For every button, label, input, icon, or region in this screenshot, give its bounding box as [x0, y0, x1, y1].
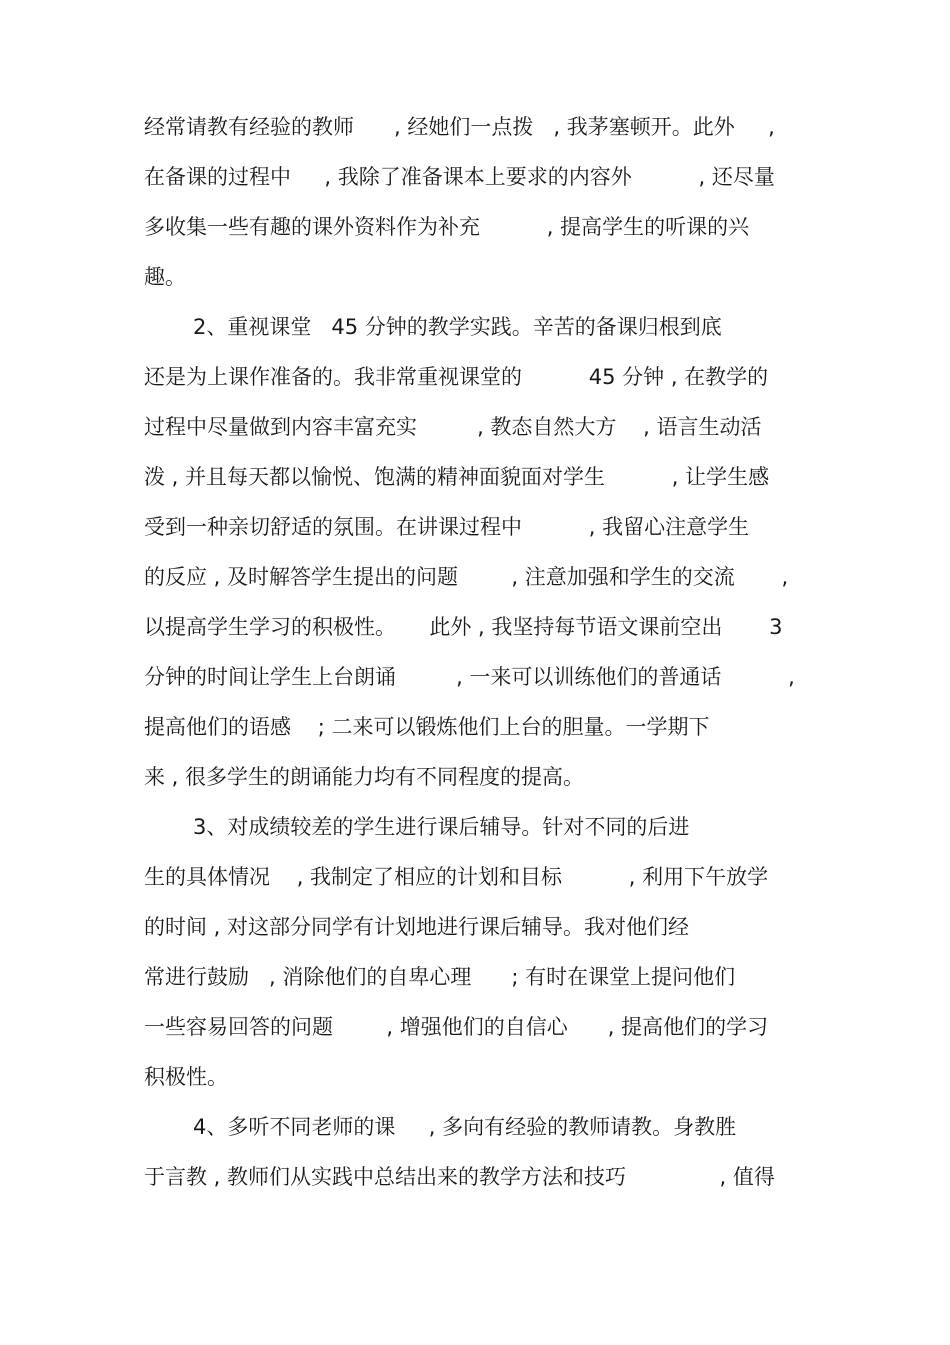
text-line-1: 经常请教有经验的教师 , 经她们一点拨 , 我茅塞顿开。此外 , — [144, 115, 775, 139]
text-line-12: 分钟的时间让学生上台朗诵 , 一来可以训练他们的普通话 , — [144, 665, 795, 689]
text-line-19: 一些容易回答的问题 , 增强他们的自信心 , 提高他们的学习 — [144, 1015, 769, 1039]
text-line-18: 常进行鼓励 , 消除他们的自卑心理 ; 有时在课堂上提问他们 — [144, 965, 736, 989]
text-line-14: 来 , 很多学生的朗诵能力均有不同程度的提高。 — [144, 765, 585, 789]
text-line-20: 积极性。 — [144, 1065, 228, 1089]
text-line-6: 还是为上课作准备的。我非常重视课堂的 45 分钟 , 在教学的 — [144, 365, 769, 389]
text-line-17: 的时间 , 对这部分同学有计划地进行课后辅导。我对他们经 — [144, 915, 690, 939]
text-line-22: 于言教 , 教师们从实践中总结出来的教学方法和技巧 , 值得 — [144, 1165, 775, 1189]
text-line-9: 受到一种亲切舒适的氛围。在讲课过程中 , 我留心注意学生 — [144, 515, 750, 539]
text-line-5: 2、重视课堂 45 分钟的教学实践。辛苦的备课归根到底 — [193, 315, 722, 339]
text-line-15: 3、对成绩较差的学生进行课后辅导。针对不同的后进 — [193, 815, 690, 839]
text-line-7: 过程中尽量做到内容丰富充实 , 教态自然大方 , 语言生动活 — [144, 415, 762, 439]
text-line-4: 趣。 — [144, 265, 186, 289]
text-line-11: 以提高学生学习的积极性。 此外 , 我坚持每节语文课前空出 3 — [144, 615, 783, 639]
text-line-8: 泼 , 并且每天都以愉悦、饱满的精神面貌面对学生 , 让学生感 — [144, 465, 770, 489]
text-line-16: 生的具体情况 , 我制定了相应的计划和目标 , 利用下午放学 — [144, 865, 769, 889]
text-line-2: 在备课的过程中 , 我除了准备课本上要求的内容外 , 还尽量 — [144, 165, 775, 189]
text-line-13: 提高他们的语感 ; 二来可以锻炼他们上台的胆量。一学期下 — [144, 715, 710, 739]
text-line-21: 4、多听不同老师的课 , 多向有经验的教师请教。身教胜 — [193, 1115, 737, 1139]
text-line-10: 的反应 , 及时解答学生提出的问题 , 注意加强和学生的交流 , — [144, 565, 789, 589]
text-line-3: 多收集一些有趣的课外资料作为补充 , 提高学生的听课的兴 — [144, 215, 750, 239]
